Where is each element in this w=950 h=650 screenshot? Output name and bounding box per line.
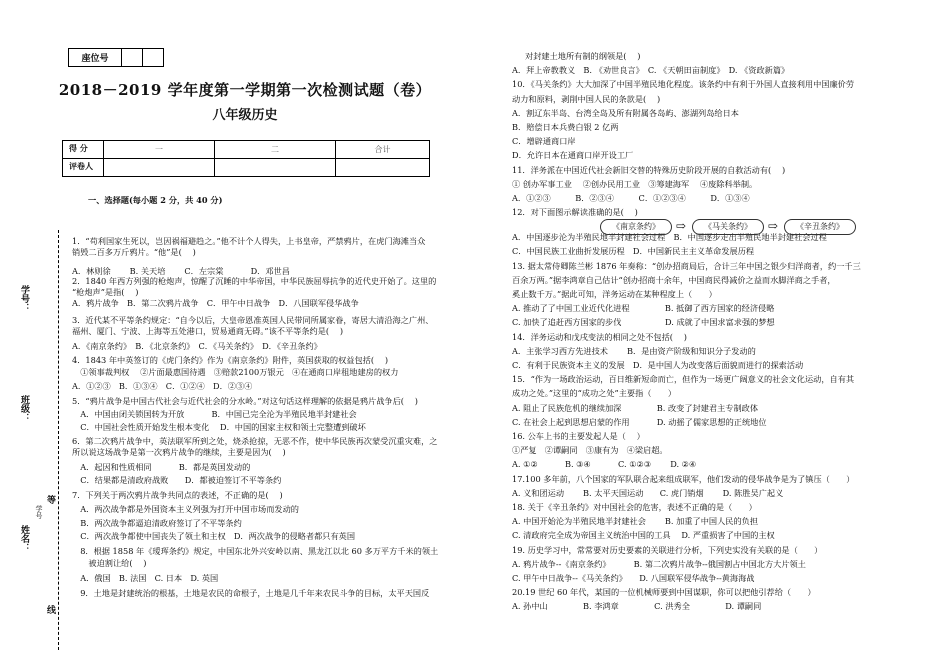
question-line: A. 义和团运动 B. 太平天国运动 C. 虎门销烟 D. 陈胜吴广起义 — [512, 487, 784, 498]
question-line: C. 清政府完全成为帝国主义统治中国的工具 D. 严重损害了中国的主权 — [512, 530, 775, 541]
question-line: 6．第二次鸦片战争中，英法联军所到之处，烧杀抢掠，无恶不作，使中华民族再次蒙受沉重灾难，之 — [72, 436, 438, 446]
flow-arrow-1: ⇨ — [676, 219, 687, 233]
question-line: 对封建土地所有制的纲领是( ) — [525, 51, 641, 61]
exam-title: 2018－2019 学年度第一学期第一次检测试题（卷） — [58, 81, 432, 99]
question-line: 动力和原料，剥削中国人民的条款是( ) — [512, 93, 661, 104]
question-line: 10．《马关条约》大大加深了中国半殖民地化程度。该条约中有利于外国人直接利用中国廉价劳 — [512, 79, 855, 90]
question-line: 13. 据太常侍卿陈兰彬 1876 年奏称：“创办招商局后，合计三年中国之银少归洋商者，约一千三 — [512, 260, 861, 271]
question-line: 8．根据 1858 年《瑷珲条约》规定，中国东北外兴安岭以南、黑龙江以北 60 多万平方千米的领土 — [72, 546, 439, 556]
question-line: C．中国民族工业曲折发展历程 D．中国新民主主义革命发展历程 — [512, 246, 755, 257]
seat-cell-1 — [122, 49, 143, 67]
question-line: A．①②③ B．①③④ C．①②④ D．②③④ — [72, 381, 253, 391]
question-line: A．鸦片战争 B．第二次鸦片战争 C．甲午中日战争 D．八国联军侵华战争 — [72, 298, 359, 308]
score-row2-label — [63, 159, 104, 177]
question-line: ① 创办军事工业 ②创办民用工业 ③筹建海军 ④废除科举制。 — [512, 178, 758, 189]
score-col-total: 合计 — [336, 141, 430, 159]
question-line: 百余万两。”据李鸿章自己估计“创办招商十余年，中国商民得减价之益而水脚洋商之手者， — [512, 274, 836, 285]
question-line: A. 孙中山 B. 李鸿章 C. 洪秀全 D. 谭嗣同 — [512, 601, 762, 612]
question-line: C. 加快了追赶西方国家的步伐 D. 成就了中国求富求强的梦想 — [512, 317, 775, 328]
question-line: A．割辽东半岛、台湾全岛及所有附属各岛屿、澎湖列岛给日本 — [512, 107, 739, 118]
question-line: A．拜上帝教教义 B. 《劝世良言》 C. 《天朝田亩制度》 D. 《资政新篇》 — [512, 65, 790, 76]
question-line: C．两次战争都使中国丧失了领土和主权 D．两次战争的侵略者都只有英国 — [72, 531, 356, 541]
question-line: B．赔偿日本兵费白银 2 亿两 — [512, 122, 619, 132]
sidebar-banji: 班级： — [19, 395, 29, 422]
flow-box-maguan: 《马关条约》 — [692, 219, 764, 235]
question-line: 16. 公车上书的主要发起人是（ ） — [512, 431, 645, 441]
question-line: C. 甲午中日战争--《马关条约》 D. 八国联军侵华战争--黄海海战 — [512, 573, 755, 583]
sidebar-xian: 线 — [45, 605, 55, 614]
score-table — [62, 140, 430, 177]
question-line: 5．“鸦片战争是中国古代社会与近代社会的分水岭。”对这句话这样理解的依据是鸦片战争后( ) — [72, 396, 418, 406]
question-line: C．结果都是清政府战败 D．都被迫签订不平等条约 — [72, 475, 282, 485]
question-line: A. ①② B. ③④ C. ①②③ D. ②④ — [512, 459, 697, 470]
question-line: A．主张学习西方先进技术 B．是由资产阶级和知识分子发动的 — [512, 345, 756, 356]
exam-subtitle: 八年级历史 — [212, 108, 278, 123]
flow-box-nanjing: 《南京条约》 — [600, 219, 672, 235]
question-line: A．《南京条约》 B．《北京条约》 C．《马关条约》 D．《辛丑条约》 — [72, 341, 322, 351]
sidebar-xingming: 姓名： — [19, 525, 29, 552]
question-line: 被迫割让给( ) — [72, 558, 147, 568]
question-line: D．允许日本在通商口岸开设工厂 — [512, 150, 634, 161]
score-cell-total — [336, 159, 430, 177]
flow-arrow-2: ⇨ — [768, 219, 779, 233]
score-yuejuanren-label: 评卷人 — [69, 161, 93, 171]
question-line: 福州、厦门、宁波、上海等五处港口，贸易通商无碍。”该不平等条约是( ) — [72, 326, 344, 336]
question-line: A．中国逐步沦为半殖民地半封建社会过程 B．中国逐步走出半殖民地半封建社会过程 — [512, 232, 827, 243]
question-line: A．①②③ B．②③④ C．①②③④ D．①③④ — [512, 193, 750, 203]
section-heading: 一、选择题(每小题 2 分，共 40 分) — [88, 195, 223, 205]
question-line: 3．近代某不平等条约规定：“自今以后，大皇帝恩准英国人民带同所属家眷，寄居大清沿海之广州、 — [72, 315, 434, 325]
question-line: B．两次战争都逼迫清政府签订了不平等条约 — [72, 518, 242, 528]
sidebar-deng: 等 — [45, 495, 55, 504]
question-line: 所以说这场战争是第一次鸦片战争的继续，主要是因为( ) — [72, 447, 286, 457]
question-line: A. 中国开始沦为半殖民地半封建社会 B. 加重了中国人民的负担 — [512, 516, 759, 527]
question-line: 9．土地是封建统治的根基，土地是农民的命根子，土地是几千年来农民斗争的目标，太平天国反 — [72, 588, 430, 598]
score-cell-one — [104, 159, 215, 177]
question-line: C．有利于民族资本主义的发展 D．是中国人为改变落后面貌而进行的探索活动 — [512, 360, 804, 370]
question-line: 11．洋务派在中国近代社会新旧交替的特殊历史阶段开展的自救活动有( ) — [512, 164, 786, 175]
sidebar-xuehao-small: 学号 — [35, 505, 43, 519]
question-line: “枪炮声”是指( ) — [72, 287, 139, 297]
score-col-two: 二 — [215, 141, 336, 159]
question-line: 20.19 世纪 60 年代，某国的一位机械师要到中国谋职，你可以把他引荐给（ ） — [512, 587, 816, 598]
question-line: 成功之处。”这里的“成功之处”主要指（ ） — [512, 388, 677, 399]
question-line: A．林则徐 B. 关天培 C．左宗棠 D．邓世昌 — [72, 266, 290, 276]
question-line: A. 鸦片战争--《南京条约》 B. 第二次鸦片战争--俄国割占中国北方大片领土 — [512, 558, 806, 569]
question-line: A. 推动了了中国工业近代化进程 B. 抵御了西方国家的经济侵略 — [512, 303, 775, 314]
question-line: 销毁二百多万斤鸦片。“他”是( ) — [72, 247, 196, 257]
seat-label: 座位号 — [69, 49, 122, 67]
score-cell-two — [215, 159, 336, 177]
question-line: A．起因和性质相同 B．都是英国发动的 — [72, 462, 251, 472]
score-defen-label: 得 分 — [69, 143, 88, 153]
question-line: A. 阻止了民族危机的继续加深 B. 改变了封建君主专制政体 — [512, 402, 759, 413]
sidebar-xuehao: 学号： — [19, 285, 29, 312]
score-header-row-label — [63, 141, 104, 159]
question-line: 12．对下面图示解读准确的是( ) — [512, 207, 638, 218]
question-line: 15．“作为一场政治运动，百日维新短命而亡，但作为一场更广阔意义的社会文化运动，自有其 — [512, 374, 855, 385]
question-line: 4．1843 年中英签订的《虎门条约》作为《南京条约》附件，英国获取的权益包括( ) — [72, 355, 389, 365]
question-line: C．中国社会性质开始发生根本变化 D．中国的国家主权和领土完整遭到破坏 — [72, 422, 366, 432]
question-line: ①严复 ②谭嗣同 ③康有为 ④梁启超。 — [512, 445, 668, 456]
question-line: 19. 历史学习中，常常要对历史要素的关联进行分析，下列史实没有关联的是（ ） — [512, 544, 823, 555]
score-col-one: 一 — [104, 141, 215, 159]
flow-box-xinchou: 《辛丑条约》 — [784, 219, 856, 235]
question-line: A．中国由闭关锁国转为开放 B．中国已完全沦为半殖民地半封建社会 — [72, 409, 357, 419]
question-line: A．两次战争都是外国资本主义列强为打开中国市场而发动的 — [72, 504, 299, 514]
question-line: 1．“苟利国家生死以，岂因祸福避趋之。”他不计个人得失，上书皇帝，严禁鸦片，在虎门海滩当众 — [72, 236, 426, 246]
question-line: A．俄国 B. 法国 C. 日本 D. 英国 — [72, 573, 219, 583]
question-line: 18. 关于《辛丑条约》对中国社会的危害，表述不正确的是（ ） — [512, 502, 757, 512]
question-line: 7．下列关于两次鸦片战争共同点的表述，不正确的是( ) — [72, 490, 283, 500]
question-line: 2．1840 年西方列强的枪炮声，惊醒了沉睡的中华帝国，中华民族屈辱抗争的近代史开始了。这里的 — [72, 276, 437, 286]
question-line: C．增辟通商口岸 — [512, 136, 576, 147]
seat-cell-2 — [143, 49, 164, 67]
question-line: C. 在社会上起到思想启蒙的作用 D. 动摇了儒家思想的正统地位 — [512, 416, 767, 427]
question-line: 17.100 多年前，八个国家的军队联合起来组成联军，他们发动的侵华战争是为了镇压（ ） — [512, 473, 855, 484]
question-line: ①领事裁判权 ②片面最惠国待遇 ③赔款2100万银元 ④在通商口岸租地建房的权力 — [72, 367, 399, 377]
binding-line — [58, 230, 59, 650]
seat-number-table — [68, 48, 164, 67]
question-line: 奚止数千万。”据此可知，洋务运动在某种程度上（ ） — [512, 289, 717, 299]
question-line: 14．洋务运动和戊戌变法的相同之处不包括( ) — [512, 331, 687, 342]
